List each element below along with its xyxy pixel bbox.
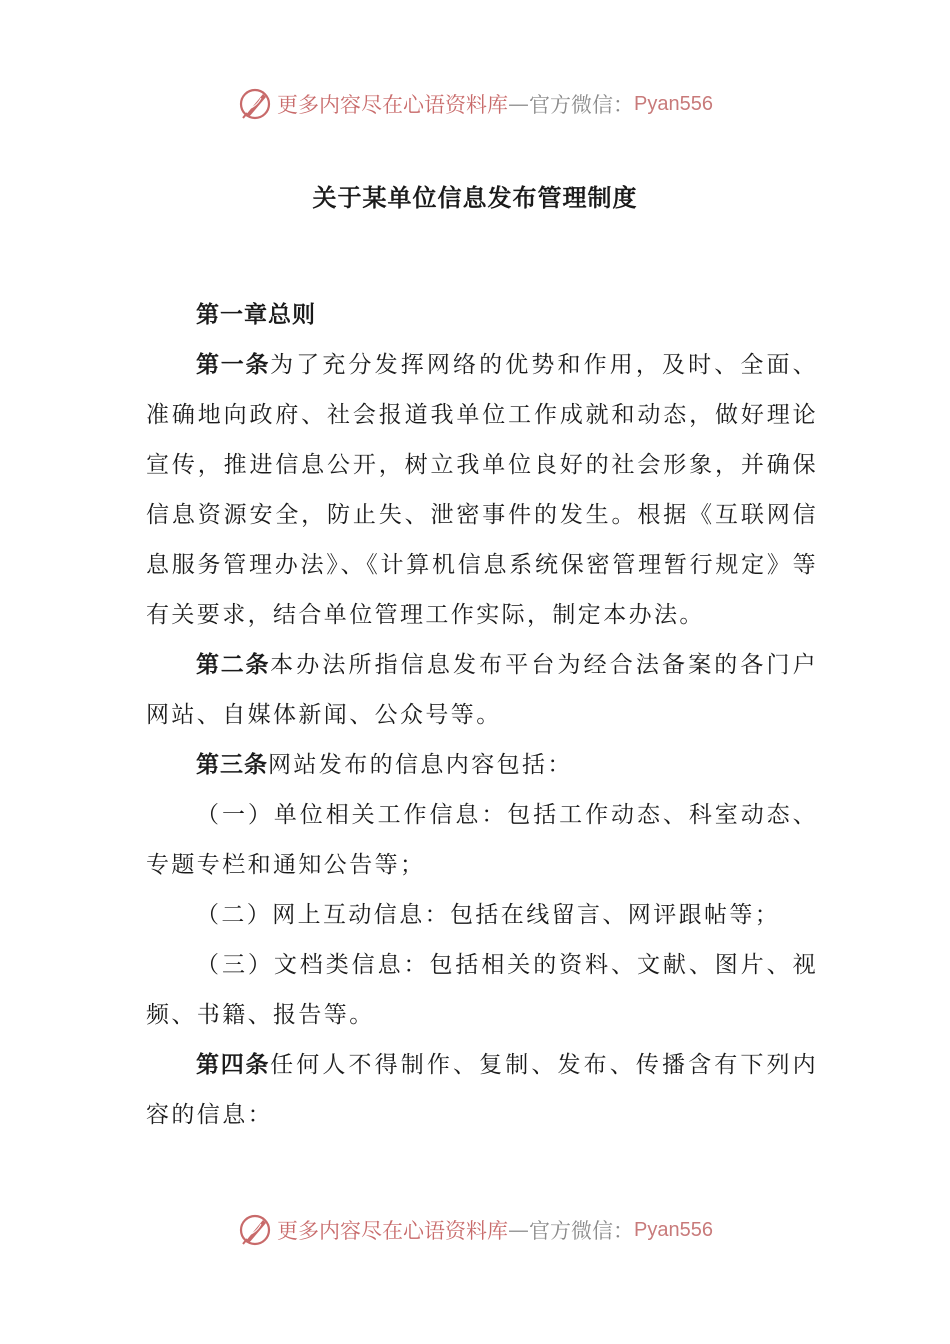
watermark-wechat-id: Pyan556 (634, 92, 713, 115)
article-3 (146, 740, 818, 790)
article-2 (146, 640, 818, 740)
watermark-wechat-label: 官方微信： (529, 1219, 635, 1243)
watermark-main-text: 更多内容尽在心语资料库 (277, 1219, 509, 1243)
list-item: （二）网上互动信息：包括在线留言、网评跟帖等； (196, 902, 781, 928)
article-4 (146, 1040, 818, 1140)
article-text: 为了充分发挥网络的优势和作用，及时、全面、准确地向政府、社会报道我单位工作成就和动态，做好理论宣传，推进信息公开，树立我单位良好的社会形象，并确保信息资源安全，防止失、泄密事件的发生。根据《互联网信息服务管理办法》、《计算机信息系统保密管理暂行规定》等有关要求，结合单位管理工作实际，制定本办法。 (146, 352, 819, 628)
watermark-dash: — (508, 92, 530, 116)
article-number: 第一条 (196, 352, 271, 378)
article-number: 第三条 (196, 752, 268, 778)
article-text: 本办法所指信息发布平台为经合法备案的各门户网站、自媒体新闻、公众号等。 (146, 652, 819, 728)
watermark-wechat-label: 官方微信： (529, 93, 635, 117)
article-number: 第二条 (196, 652, 271, 678)
header-watermark (0, 84, 950, 124)
watermark-wechat-id: Pyan556 (634, 1218, 713, 1241)
quill-pen-icon (237, 1212, 273, 1248)
article-1 (146, 340, 818, 640)
chapter-heading: 第一章总则 (196, 302, 316, 328)
article-number: 第四条 (196, 1052, 271, 1078)
list-item: （三）文档类信息：包括相关的资料、文献、图片、视频、书籍、报告等。 (146, 952, 818, 1028)
list-item: （一）单位相关工作信息：包括工作动态、科室动态、专题专栏和通知公告等； (146, 802, 818, 878)
document-body (146, 290, 818, 1140)
footer-watermark (0, 1210, 950, 1250)
watermark-main-text: 更多内容尽在心语资料库 (277, 93, 509, 117)
document-title: 关于某单位信息发布管理制度 (312, 184, 638, 212)
article-text: 网站发布的信息内容包括： (268, 752, 573, 778)
watermark-dash: — (508, 1218, 530, 1242)
article-text: 任何人不得制作、复制、发布、传播含有下列内容的信息： (146, 1052, 819, 1128)
quill-pen-icon (237, 86, 273, 122)
